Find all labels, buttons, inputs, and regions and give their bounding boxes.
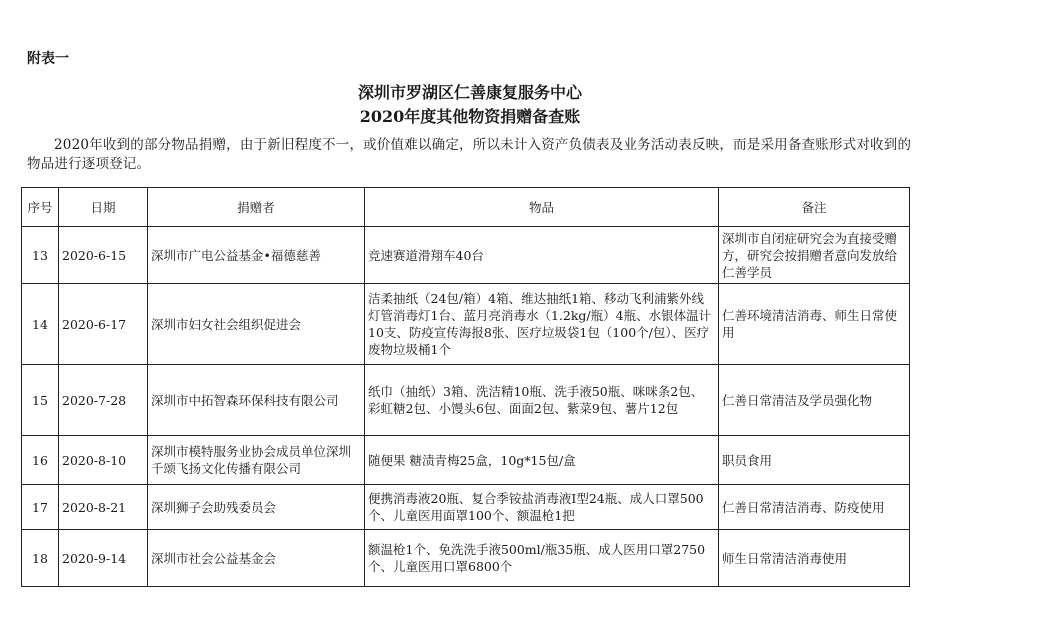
intro-paragraph: 2020年收到的部分物品捐赠，由于新旧程度不一，或价值难以确定，所以未计入资产负债表及业务活动表反映，而是采用备查账形式对收到的物品进行逐项登记。 <box>27 137 912 172</box>
cell-donor: 深圳市中拓智森环保科技有限公司 <box>148 365 365 436</box>
cell-note: 师生日常清洁消毒使用 <box>719 530 910 587</box>
cell-note: 仁善日常清洁消毒、防疫使用 <box>719 485 910 530</box>
cell-donor: 深圳市妇女社会组织促进会 <box>148 284 365 365</box>
cell-donor: 深圳市社会公益基金会 <box>148 530 365 587</box>
header-items: 物品 <box>365 188 719 227</box>
table-row <box>22 530 910 587</box>
cell-items: 便携消毒液20瓶、复合季铵盐消毒液I型24瓶、成人口罩500个、儿童医用面罩100个、额温枪1把 <box>365 485 719 530</box>
table-row <box>22 284 910 365</box>
cell-no: 13 <box>22 227 59 284</box>
table-row <box>22 436 910 485</box>
cell-items: 竞速赛道滑翔车40台 <box>365 227 719 284</box>
cell-note: 深圳市自闭症研究会为直接受赠方，研究会按捐赠者意向发放给仁善学员 <box>719 227 910 284</box>
cell-items: 纸巾（抽纸）3箱、洗洁精10瓶、洗手液50瓶、咪咪条2包、彩虹糖2包、小馒头6包、面面2包、紫菜9包、薯片12包 <box>365 365 719 436</box>
cell-donor: 深圳狮子会助残委员会 <box>148 485 365 530</box>
cell-date: 2020-8-21 <box>59 485 148 530</box>
cell-date: 2020-8-10 <box>59 436 148 485</box>
cell-no: 16 <box>22 436 59 485</box>
cell-items: 额温枪1个、免洗洗手液500ml/瓶35瓶、成人医用口罩2750个、儿童医用口罩6800个 <box>365 530 719 587</box>
cell-date: 2020-6-17 <box>59 284 148 365</box>
header-donor: 捐赠者 <box>148 188 365 227</box>
appendix-label: 附表一 <box>27 51 69 67</box>
cell-no: 18 <box>22 530 59 587</box>
header-note: 备注 <box>719 188 910 227</box>
donation-ledger-table <box>21 187 910 587</box>
document-subtitle: 2020年度其他物资捐赠备查账 <box>359 107 581 126</box>
cell-no: 14 <box>22 284 59 365</box>
header-date: 日期 <box>59 188 148 227</box>
cell-items: 洁柔抽纸（24包/箱）4箱、维达抽纸1箱、移动飞利浦紫外线灯管消毒灯1台、蓝月亮消毒水（1.2kg/瓶）4瓶、水银体温计10支、防疫宣传海报8张、医疗垃圾袋1包（100个/包）、医疗废物垃圾桶1个 <box>365 284 719 365</box>
cell-no: 17 <box>22 485 59 530</box>
cell-no: 15 <box>22 365 59 436</box>
cell-note: 职员食用 <box>719 436 910 485</box>
cell-note: 仁善日常清洁及学员强化物 <box>719 365 910 436</box>
table-row <box>22 227 910 284</box>
cell-donor: 深圳市广电公益基金•福德慈善 <box>148 227 365 284</box>
cell-date: 2020-7-28 <box>59 365 148 436</box>
cell-items: 随便果 糖渍青梅25盒，10g*15包/盒 <box>365 436 719 485</box>
table-row <box>22 485 910 530</box>
header-no: 序号 <box>22 188 59 227</box>
cell-donor: 深圳市模特服务业协会成员单位深圳千颂飞扬文化传播有限公司 <box>148 436 365 485</box>
cell-date: 2020-9-14 <box>59 530 148 587</box>
document-title: 深圳市罗湖区仁善康复服务中心 <box>357 83 582 102</box>
cell-date: 2020-6-15 <box>59 227 148 284</box>
table-row <box>22 365 910 436</box>
cell-note: 仁善环境清洁消毒、师生日常使用 <box>719 284 910 365</box>
table-header-row <box>22 188 910 227</box>
